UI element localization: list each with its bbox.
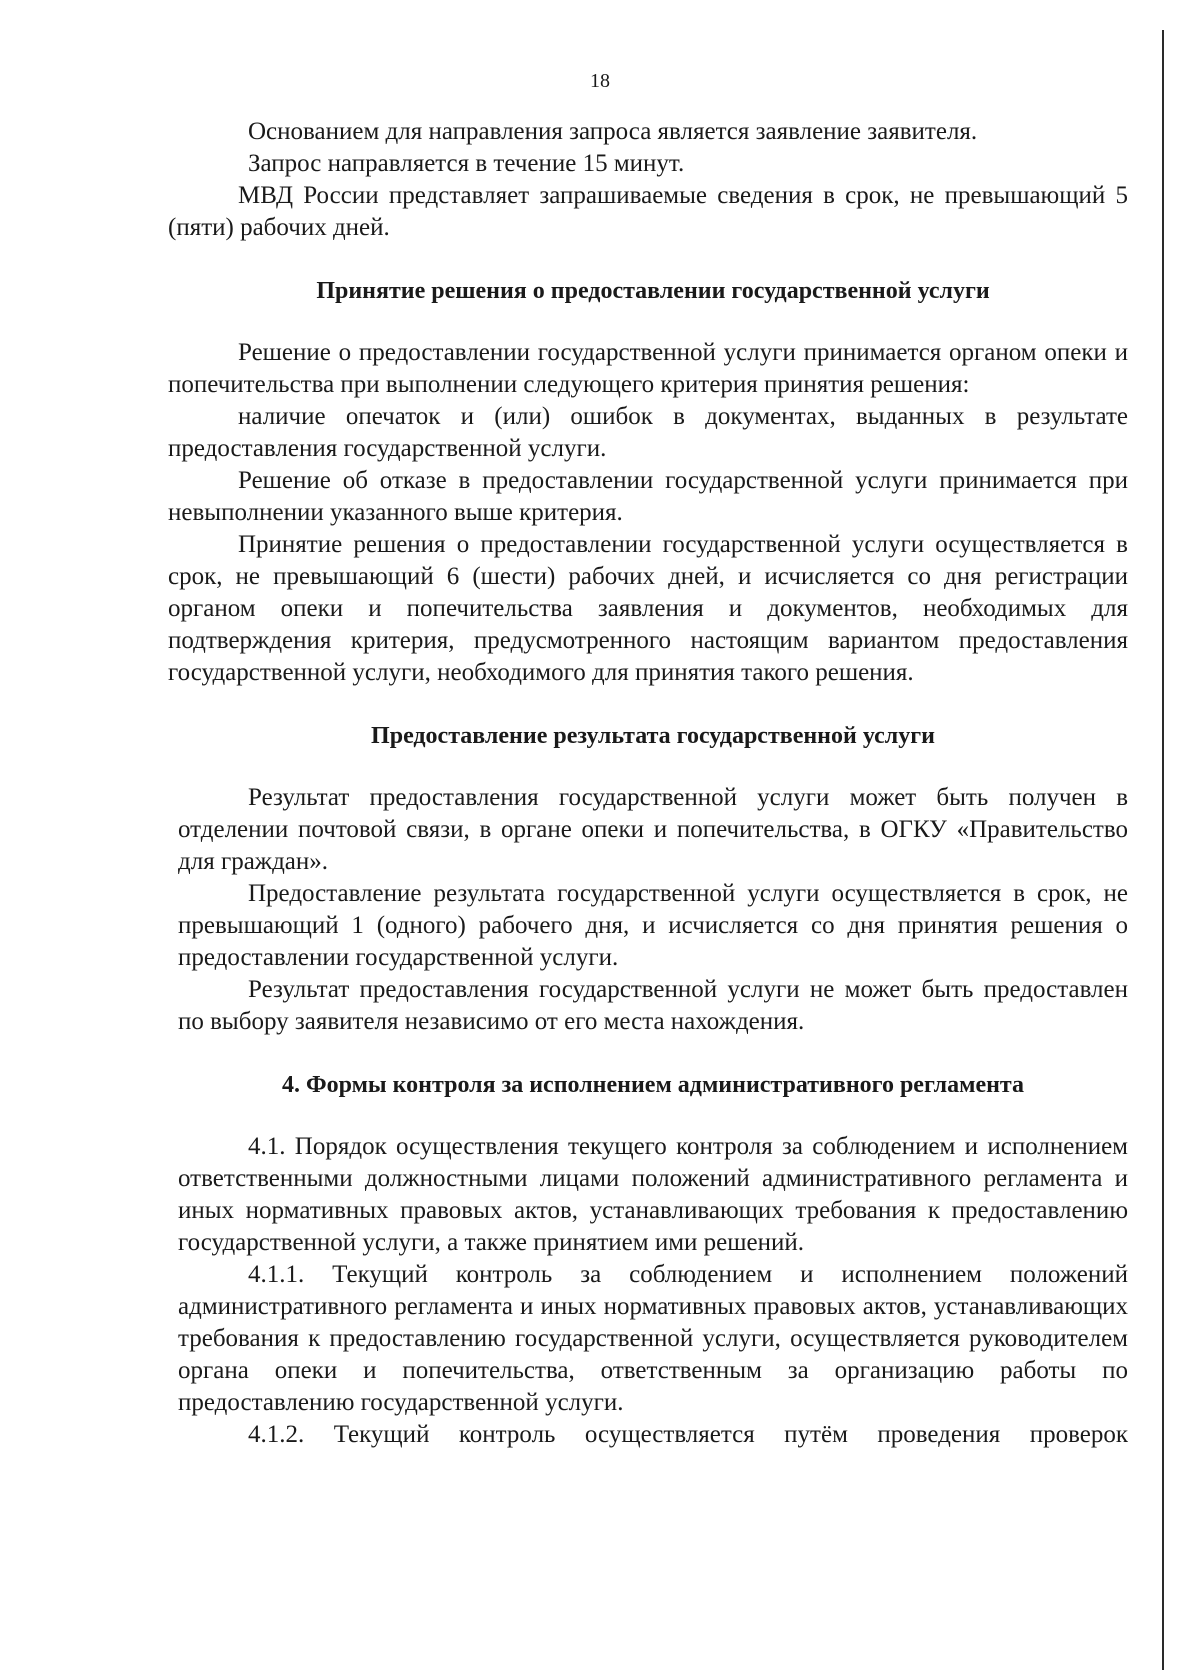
paragraph: МВД России представляет запрашиваемые сведения в срок, не превышающий 5 (пяти) рабочих дней. <box>168 182 1128 241</box>
paragraph: Запрос направляется в течение 15 минут. <box>248 150 685 177</box>
paragraph: 4.1.1. Текущий контроль за соблюдением и исполнением положений административного регламента и иных нормативных правовых актов, устанавливающих требования к предоставлению государственной услуги, осуществляется руководителем органа опеки и попечительства, ответственным за организацию работы по предоставлению государственной услуги. <box>178 1261 1128 1416</box>
paragraph: наличие опечаток и (или) ошибок в документах, выданных в результате предоставления государственной услуги. <box>168 403 1128 462</box>
paragraph: Результат предоставления государственной услуги может быть получен в отделении почтовой связи, в органе опеки и попечительства, в ОГКУ «Правительство для граждан». <box>178 784 1128 875</box>
paragraph: Принятие решения о предоставлении государственной услуги осуществляется в срок, не превышающий 6 (шести) рабочих дней, и исчисляется со дня регистрации органом опеки и попечительства заявления и документов, необходимых для подтверждения критерия, предусмотренного настоящим вариантом предоставления государственной услуги, необходимого для принятия такого решения. <box>168 531 1128 686</box>
paragraph: Результат предоставления государственной услуги не может быть предоставлен по выбору заявителя независимо от его места нахождения. <box>178 976 1128 1035</box>
document-body <box>168 116 1128 1451</box>
result-section <box>178 782 1128 1038</box>
paragraph: Предоставление результата государственной услуги осуществляется в срок, не превышающий 1 (одного) рабочего дня, и исчисляется со дня принятия решения о предоставлении государственной услуги. <box>178 880 1128 971</box>
paragraph: 4.1. Порядок осуществления текущего контроля за соблюдением и исполнением ответственными должностными лицами положений административного регламента и иных нормативных правовых актов, устанавливающих требования к предоставлению государственной услуги, а также принятием ими решений. <box>178 1133 1128 1256</box>
paragraph: Решение о предоставлении государственной услуги принимается органом опеки и попечительства при выполнении следующего критерия принятия решения: <box>168 339 1128 398</box>
paragraph: Основанием для направления запроса является заявление заявителя. <box>248 118 978 145</box>
section-heading-control: 4. Формы контроля за исполнением административного регламента <box>281 1072 1025 1098</box>
page-number: 18 <box>590 70 610 92</box>
paragraph: Решение об отказе в предоставлении государственной услуги принимается при невыполнении указанного выше критерия. <box>168 467 1128 526</box>
page-edge-line <box>1162 30 1164 1670</box>
intro-section <box>168 116 1128 244</box>
paragraph: 4.1.2. Текущий контроль осуществляется путём проведения проверок <box>248 1421 1128 1448</box>
decision-section <box>168 337 1128 689</box>
control-section <box>178 1131 1128 1451</box>
section-heading-decision: Принятие решения о предоставлении государственной услуги <box>316 278 990 304</box>
section-heading-result: Предоставление результата государственной услуги <box>371 723 935 749</box>
